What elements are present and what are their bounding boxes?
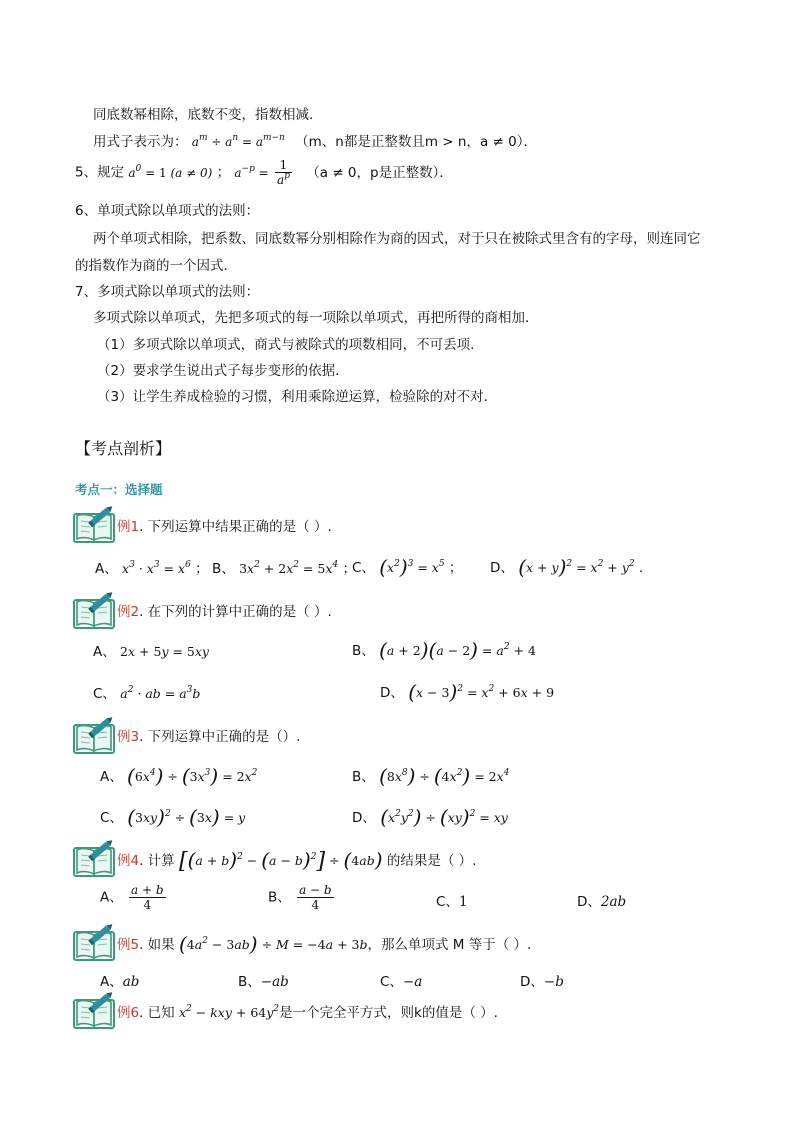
rule-negative-exponent-fraction: $\frac{1}{a^p}$ — [277, 158, 290, 187]
example-5-question — [117, 932, 531, 956]
example-1-option-d[interactable]: D、 $(x + y)^2 = x^2 + y^2$ . — [490, 555, 644, 579]
example-2-option-d[interactable]: D、 $(x - 3)^2 = x^2 + 6x + 9$ — [380, 680, 555, 704]
example-2-option-c[interactable]: C、 $a^2$ · ab = $a^3b$ — [93, 685, 201, 702]
rule-6-title: 6、单项式除以单项式的法则： — [75, 203, 260, 219]
rule-5-condition: （a ≠ 0，p是正整数）． — [306, 164, 453, 181]
rule-6-line1: 两个单项式相除，把系数、同底数幂分别相除作为商的因式，对于只在被除式里含有的字母，则连同它 — [93, 231, 701, 247]
example-4-label: 例4 — [117, 853, 140, 869]
option-letter: A、 — [95, 561, 118, 577]
rule-zero-exponent: $a^0 = 1$ (a ≠ 0) — [128, 163, 213, 180]
rule-7-title: 7、多项式除以单项式的法则： — [75, 284, 260, 300]
option-letter: D、 — [380, 685, 404, 701]
rule-7-note3: （3）让学生养成检验的习惯，利用乘除逆运算，检验除的对不对． — [97, 389, 498, 405]
example-5-option-d[interactable] — [520, 970, 564, 990]
book-pencil-icon — [72, 990, 116, 1032]
example-6-prefix: . 已知 — [139, 1005, 175, 1021]
subsection-title: 考点一：选择题 — [75, 482, 163, 497]
example-2-option-a[interactable]: A、 2x + 5y = 5xy — [93, 644, 209, 660]
example-3-text: . 下列运算中正确的是（）. — [139, 729, 301, 745]
option-letter: B、 — [352, 643, 375, 659]
example-4-prefix: . 计算 — [139, 853, 175, 869]
example-1-option-c[interactable]: C、 $(x^2)^3 = x^5$ ； — [352, 555, 463, 579]
rule-7-note1: （1）多项式除以单项式，商式与被除式的项数相同，不可丢项． — [97, 337, 484, 353]
example-5-option-a[interactable] — [100, 970, 139, 990]
example-5-option-b[interactable] — [238, 970, 289, 990]
option-d-value: −b — [543, 974, 564, 990]
example-6-suffix: 是一个完全平方式，则k的值是（ ）. — [279, 1005, 498, 1021]
option-letter: D、 — [520, 974, 544, 990]
book-pencil-icon — [72, 922, 116, 964]
example-3-option-d[interactable]: D、 $(x^2y^2) \div (xy)^2$ = xy — [352, 805, 508, 829]
book-pencil-icon — [72, 838, 116, 880]
example-1-text: . 下列运算中结果正确的是（ ）. — [139, 519, 332, 535]
option-letter: C、 — [352, 560, 375, 576]
option-b-value: −ab — [260, 974, 289, 990]
option-letter: A、 — [93, 644, 116, 660]
example-5-suffix: ，那么单项式 M 等于（ ）. — [367, 937, 532, 953]
option-a-fraction: $\frac{a + b}{4}$ — [131, 883, 164, 912]
rule-7-note2: （2）要求学生说出式子每步变形的依据． — [97, 363, 349, 379]
example-2-option-b[interactable]: B、 $(a + 2)(a - 2) = a^2 + 4$ — [352, 638, 536, 662]
option-letter: B、 — [268, 889, 291, 906]
example-6-expression: $x^2$ − kxy + $64y^2$ — [178, 1004, 280, 1020]
option-letter: C、 — [380, 974, 403, 990]
book-pencil-icon — [72, 590, 116, 632]
rule-formula-condition: （m、n都是正整数且m > n，a ≠ 0）． — [295, 134, 537, 150]
example-1-option-a[interactable]: A、 $x^3 \cdot x^3 = x^6$ ； — [95, 560, 209, 577]
book-pencil-icon — [72, 504, 116, 546]
option-letter: B、 — [238, 974, 261, 990]
example-3-option-a[interactable]: A、 $(6x^4) \div (3x^3) = 2x^2$ — [100, 764, 258, 788]
example-4-option-b[interactable] — [268, 883, 336, 912]
option-letter: C、 — [93, 686, 116, 702]
example-6-label: 例6 — [117, 1005, 140, 1021]
example-1-option-b[interactable]: B、 $3x^2 + 2x^2 = 5x^4$ ； — [212, 560, 356, 577]
example-6-question — [117, 1001, 498, 1021]
example-2-text: . 在下列的计算中正确的是（ ）. — [139, 604, 332, 620]
example-4-expression: $[(a + b)^2 - (a - b)^2] \div (4ab)$ — [178, 848, 383, 874]
example-5-label: 例5 — [117, 937, 140, 953]
example-4-option-a[interactable] — [100, 883, 168, 912]
example-3-label: 例3 — [117, 729, 140, 745]
rule-formula: $a^m \div a^n = a^{m-n}$ — [191, 133, 285, 149]
rule-5-prefix: 5、规定 — [75, 164, 125, 181]
rule-negative-exponent: $a^{-p}$ = — [234, 163, 269, 180]
rule-formula-prefix: 用式子表示为： — [93, 134, 188, 150]
option-letter: D、 — [577, 894, 601, 910]
option-c-value: 1 — [458, 894, 468, 910]
option-letter: A、 — [100, 769, 123, 785]
rule-formula-line — [93, 130, 537, 150]
example-3-question — [117, 725, 300, 745]
example-4-question — [117, 848, 476, 874]
example-5-prefix: . 如果 — [139, 937, 175, 953]
example-4-option-c[interactable] — [436, 890, 468, 910]
example-3-option-c[interactable]: C、 $(3xy)^2 \div (3x) = y$ — [100, 805, 246, 829]
rule-5: 5、规定 $a^0 = 1$ (a ≠ 0) ； $a^{-p}$ = $\frac{1}{a^p}$ （a ≠ 0，p是正整数）． — [75, 158, 453, 187]
book-pencil-icon — [72, 715, 116, 757]
rule-6-line2: 的指数作为商的一个因式． — [75, 258, 237, 274]
example-3-option-b[interactable]: B、 $(8x^8) \div (4x^2) = 2x^4$ — [352, 764, 510, 788]
example-4-option-d[interactable] — [577, 890, 626, 910]
option-letter: B、 — [352, 769, 375, 785]
example-2-label: 例2 — [117, 604, 140, 620]
option-letter: D、 — [490, 560, 514, 576]
example-1-question — [117, 515, 332, 535]
example-2-question — [117, 600, 332, 620]
example-4-suffix: 的结果是（ ）. — [386, 853, 477, 869]
section-title: 【考点剖析】 — [75, 439, 172, 458]
option-a-value: ab — [122, 974, 140, 990]
option-letter: C、 — [436, 894, 459, 910]
option-b-fraction: $\frac{a - b}{4}$ — [299, 883, 332, 912]
rule-power-division: 同底数幂相除，底数不变，指数相减． — [93, 107, 323, 123]
option-d-value: 2ab — [600, 894, 627, 910]
example-5-expression: $(4a^2 - 3ab) \div M = -4a + 3b$ — [178, 932, 368, 956]
option-letter: C、 — [100, 810, 123, 826]
rule-7-line1: 多项式除以单项式，先把多项式的每一项除以单项式，再把所得的商相加． — [93, 310, 539, 326]
example-1-label: 例1 — [117, 519, 140, 535]
option-letter: D、 — [352, 810, 376, 826]
example-5-option-c[interactable] — [380, 970, 422, 990]
option-letter: B、 — [212, 561, 235, 577]
option-letter: A、 — [100, 889, 123, 906]
option-letter: A、 — [100, 974, 123, 990]
option-c-value: −a — [402, 974, 423, 990]
